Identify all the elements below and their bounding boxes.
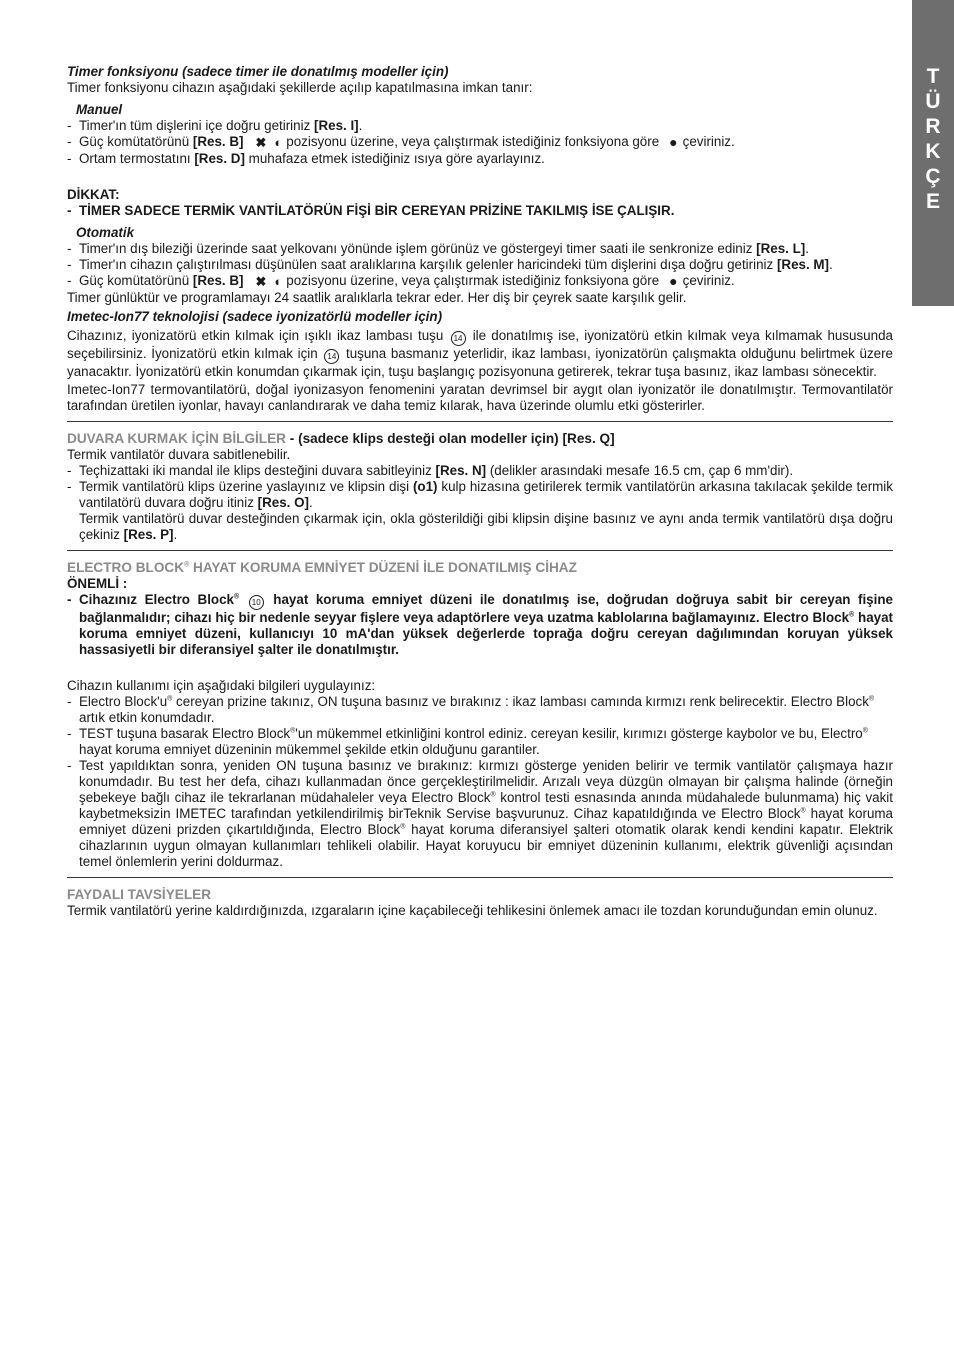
ion-paragraph-2: Imetec-Ion77 termovantilatörü, doğal iyonizasyon fenomenini yaratan devrimsel bir aygıt olan iyonizatör ile donatılmıştır. Termovantilatör tarafından üretilen iyonlar, havayı canlandırarak ve daha temiz kılarak, hava üzerinde olumlu etki gösterirler.: [67, 382, 893, 413]
tab-letter: K: [925, 140, 941, 163]
timer-intro: Timer fonksiyonu cihazın aşağıdaki şekillerde açılıp kapatılmasına imkan tanır:: [67, 80, 533, 95]
tab-letter: E: [925, 190, 940, 213]
filled-circle-icon: ●: [669, 134, 678, 150]
half-circle-icon: ◐: [274, 274, 283, 289]
otomatik-step-3: - Güç komütatörünü [Res. B] ✖ ◐ pozisyonu üzerine, veya çalıştırmak istediğiniz fonksiyona göre ● çeviriniz.: [67, 273, 893, 290]
section-divider: [67, 421, 893, 422]
page-content: [67, 64, 893, 919]
tips-text: Termik vantilatörü yerine kaldırdığınızda, ızgaraların içine kaçabileceği tehlikesini önlemek amacı ile tozdan korunduğundan emin olunuz.: [67, 903, 878, 918]
manuel-title: Manuel: [76, 102, 123, 117]
wall-removal-note: Termik vantilatörü duvar desteğinden çıkarmak için, okla gösterildiği gibi klipsin dişine basınız ve aynı anda termik vantilatörü dışa doğru çekiniz [Res. P].: [79, 511, 893, 542]
otomatik-step-1: - Timer'ın dış bileziği üzerinde saat yelkovanı yönünde işlem görünüz ve göstergeyi timer saati ile senkronize ediniz [Res. L].: [67, 241, 893, 257]
ion-paragraph-1: Cihazınız, iyonizatörü etkin kılmak için ışıklı ikaz lambası tuşu 14 ile donatılmış ise, iyonizatörü etkin kılmak veya kılmamak hususunda seçebilirsiniz. İyonizatörü etkin kılmak için 14 tuşuna basmanız yeterlidir, ikaz lambası, iyonizatörün çalışmakta olduğunu belirtmek üzere yanacaktır. İyonizatörü etkin konumdan çıkarmak için, tuşu başlangıç pozisyonuna getirerek, tekrar tuşa basınız, ikaz lambası sönecektir.: [67, 328, 893, 379]
manuel-step-3: - Ortam termostatını [Res. D] muhafaza etmek istediğiniz ısıya göre ayarlayınız.: [67, 151, 893, 167]
section-divider: [67, 550, 893, 551]
language-side-tab: [912, 0, 954, 306]
tab-letter: Ç: [925, 165, 941, 188]
manuel-step-1: - Timer'ın tüm dişlerini içe doğru getiriniz [Res. I].: [67, 118, 893, 134]
button-number-badge: 10: [249, 595, 264, 610]
wall-step-1: - Teçhizattaki iki mandal ile klips desteğini duvara sabitleyiniz [Res. N] (delikler arasındaki mesafe 16.5 cm, çap 6 mm'dir).: [67, 463, 893, 479]
otomatik-step-2: - Timer'ın cihazın çalıştırılması düşünülen saat aralıklarına karşılık gelenler haricindeki tüm dişlerini dışa doğru getiriniz [Res. M].: [67, 257, 893, 273]
tab-letter: Ü: [925, 90, 941, 113]
electro-block-step-1: - Electro Block'u® cereyan prizine takınız, ON tuşuna basınız ve bırakınız : ikaz lambası camında kırmızı renk belirecektir. Electro Block® artık etkin konumdadır.: [67, 694, 893, 726]
half-circle-icon: ◐: [274, 135, 283, 150]
wall-step-2: - Termik vantilatörü klips üzerine yaslayınız ve klipsin dişi (o1) kulp hizasına getirilerek termik vantilatörün arkasına takılacak şekilde termik vantilatörü duvara doğru itiniz [Res. O].: [67, 479, 893, 511]
onemli-title: ÖNEMLİ :: [67, 576, 128, 591]
dikkat-warning: - TİMER SADECE TERMİK VANTİLATÖRÜN FİŞİ BİR CEREYAN PRİZİNE TAKILMIŞ İSE ÇALIŞIR.: [67, 203, 893, 219]
button-number-badge: 14: [451, 331, 466, 346]
fan-icon: ✖: [255, 135, 267, 150]
section-divider: [67, 877, 893, 878]
tab-letter: R: [925, 115, 941, 138]
manuel-step-2: - Güç komütatörünü [Res. B] ✖ ◐ pozisyonu üzerine, veya çalıştırmak istediğiniz fonksiyona göre ● çeviriniz.: [67, 134, 893, 151]
electro-block-section-title: ELECTRO BLOCK® HAYAT KORUMA EMNİYET DÜZENİ İLE DONATILMIŞ CİHAZ: [67, 560, 577, 575]
fan-icon: ✖: [255, 274, 267, 289]
wall-section-title: DUVARA KURMAK İÇİN BİLGİLER - (sadece klips desteği olan modeller için) [Res. Q]: [67, 431, 615, 446]
electro-block-warning: - Cihazınız Electro Block® 10 hayat koruma emniyet düzeni ile donatılmış ise, doğrudan doğruya sabit bir cereyan fişine bağlanmalıdır; cihazı hiç bir nedenle seyyar fişlere veya adaptörlere veya uzatma kablolarına bağlamayınız. Electro Block® hayat koruma emniyet düzeni, kullanıcıyı 10 mA'dan yüksek değerlerde toprağa doğru cereyan dağılımından koruyan yüksek hassasiyetli bir diferansiyel şalter ile donatılmıştır.: [67, 592, 893, 658]
electro-block-step-3: - Test yapıldıktan sonra, yeniden ON tuşuna basınız ve bırakınız: kırmızı gösterge yeniden belirir ve termik vantilatör çalışmaya hazır konumdadır. Bu test her defa, cihazı kullanmadan önce gerçekleştirilmelidir. Arızalı veya düzgün olmayan bir çalışma halinde (örneğin şebekeye bağlı cihaz ile tekrarlanan müdahaleler veya Electro Block® kontrol testi esnasında anında müdahalede bulunmama) hiç vakit kaybetmeksizin IMETEC tarafından yetkilendirilmiş birTeknik Servise başvurunuz. Cihaz kapatıldığında ve Electro Block® hayat koruma emniyet düzeni prizden çıkartıldığında, Electro Block® hayat koruma diferansiyel şalteri otomatik olarak kendi kendini kapatır. Elektrik cihazlarının uygun olmayan kullanımları tehlikeli olabilir. Hayat koruyucu bir emniyet düzeninin kullanımı, elektrik güvenliği açısından temel önlemlerin yerini doldurmaz.: [67, 758, 893, 870]
otomatik-title: Otomatik: [76, 225, 135, 240]
electro-block-intro: Cihazın kullanımı için aşağıdaki bilgileri uygulayınız:: [67, 678, 376, 693]
wall-intro: Termik vantilatör duvara sabitlenebilir.: [67, 447, 291, 462]
dikkat-title: DİKKAT:: [67, 187, 120, 202]
electro-block-step-2: - TEST tuşuna basarak Electro Block®'un mükemmel etkinliğini kontrol ediniz. cereyan kesilir, kırımızı gösterge kaybolor ve bu, Electro® hayat koruma emniyet düzeninin mükemmel şekilde etkin olduğunu garantiler.: [67, 726, 893, 758]
ion-title: Imetec-Ion77 teknolojisi (sadece iyonizatörlü modeller için): [67, 309, 443, 324]
timer-title: Timer fonksiyonu (sadece timer ile donatılmış modeller için): [67, 64, 449, 79]
otomatik-note: Timer günlüktür ve programlamayı 24 saatlik aralıklarla tekrar eder. Her diş bir çeyrek saate karşılık gelir.: [67, 290, 687, 305]
button-number-badge: 14: [324, 349, 339, 364]
tips-section-title: FAYDALI TAVSİYELER: [67, 887, 212, 902]
filled-circle-icon: ●: [669, 273, 678, 289]
tab-letter: T: [926, 65, 940, 88]
